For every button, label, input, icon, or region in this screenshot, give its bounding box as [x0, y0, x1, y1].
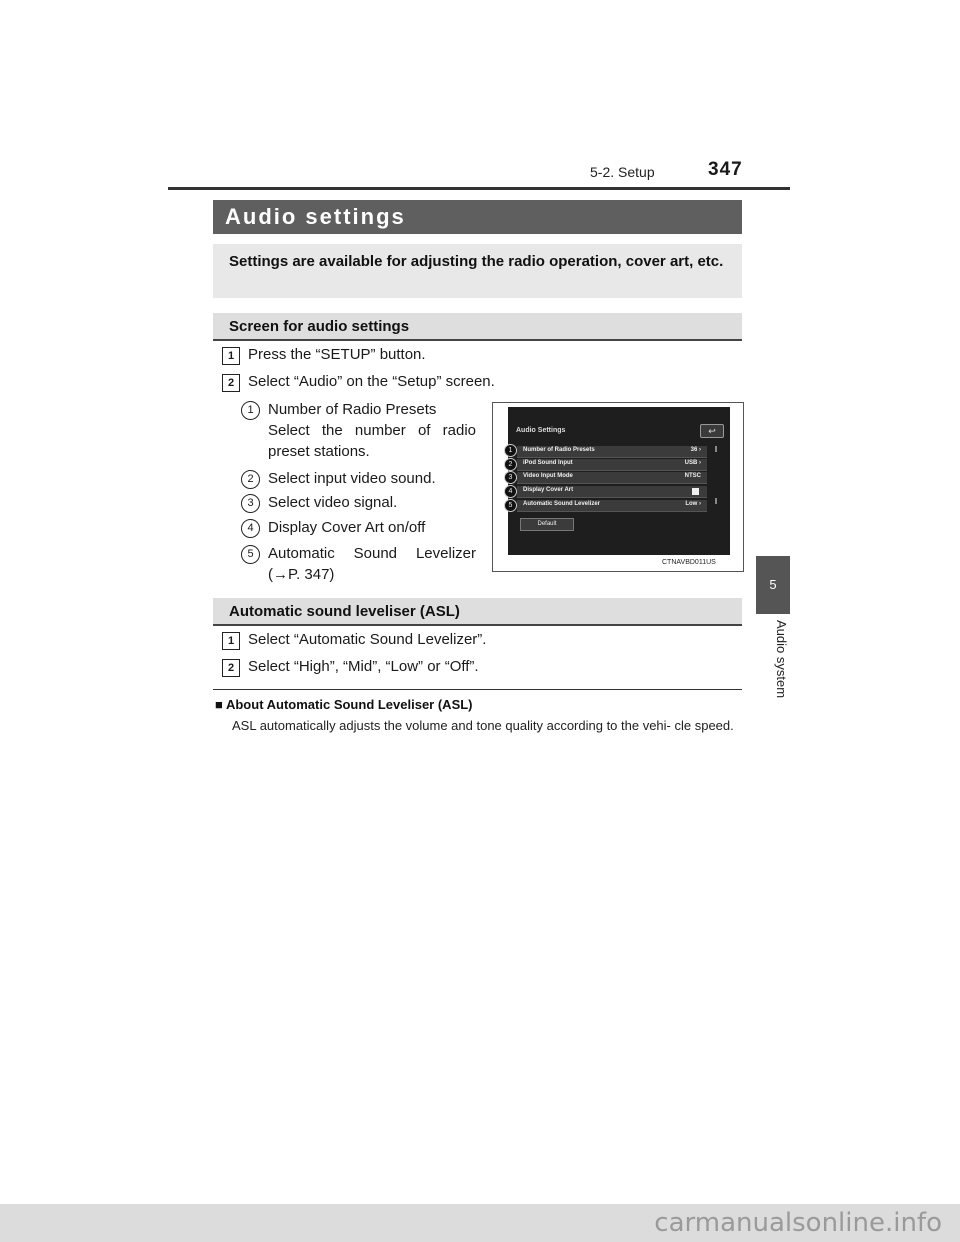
item-number: 1 [241, 401, 260, 420]
chapter-tab: 5 [756, 556, 790, 614]
page-title: Audio settings [225, 204, 406, 229]
item-line: Select video signal. [268, 494, 398, 511]
screen-row-label: Display Cover Art [523, 487, 574, 493]
item-line: (→P. 347) [268, 566, 335, 583]
screen-row-value: USB › [684, 460, 701, 466]
step-number: 2 [222, 659, 240, 677]
callout-number: 5 [504, 499, 517, 512]
screen-row [517, 472, 707, 484]
screen-row-label: Video Input Mode [523, 473, 573, 479]
screen-row [517, 486, 707, 498]
screen-row [517, 446, 707, 458]
callout-number: 3 [504, 471, 517, 484]
checkbox-icon [692, 488, 699, 495]
screen-row-label: Automatic Sound Levelizer [523, 501, 601, 507]
screen-row [517, 500, 707, 512]
screen-title: Audio Settings [516, 427, 566, 434]
item-line: Automatic Sound Levelizer [268, 545, 476, 562]
step-number: 1 [222, 347, 240, 365]
list-item [268, 399, 476, 462]
step-text: Select “Automatic Sound Levelizer”. [248, 631, 487, 648]
chapter-label: Audio system [774, 620, 789, 699]
about-body: ASL automatically adjusts the volume and tone quality according to the vehi- cle speed. [232, 718, 734, 733]
item-number: 3 [241, 494, 260, 513]
section-label: 5-2. Setup [590, 164, 655, 180]
divider [213, 689, 742, 690]
item-number: 2 [241, 470, 260, 489]
about-heading: ■ About Automatic Sound Leveliser (ASL) [215, 697, 473, 712]
screen-row-value: Low › [685, 501, 701, 507]
screen-row-label: iPod Sound Input [523, 460, 573, 466]
return-arrow-icon: ↩ [700, 424, 724, 438]
screen-row-value: NTSC [684, 473, 701, 479]
callout-number: 4 [504, 485, 517, 498]
section-heading: Screen for audio settings [229, 318, 410, 335]
callout-number: 2 [504, 458, 517, 471]
header-rule [168, 187, 790, 190]
item-line: Number of Radio Presets [268, 401, 437, 418]
step-number: 1 [222, 632, 240, 650]
item-number: 4 [241, 519, 260, 538]
watermark: carmanualsonline.info [654, 1208, 942, 1238]
item-line: Display Cover Art on/off [268, 519, 426, 536]
screen-default-button: Default [520, 518, 574, 531]
step-text: Select “Audio” on the “Setup” screen. [248, 373, 495, 390]
list-item [268, 543, 476, 585]
item-line: Select the number of radio [268, 422, 476, 439]
item-number: 5 [241, 545, 260, 564]
step-number: 2 [222, 374, 240, 392]
callout-number: 1 [504, 444, 517, 457]
step-text: Select “High”, “Mid”, “Low” or “Off”. [248, 658, 479, 675]
page-number: 347 [708, 159, 743, 180]
item-line: Select input video sound. [268, 470, 436, 487]
screen-row-label: Number of Radio Presets [523, 447, 595, 453]
screen-row-value: 36 › [690, 447, 701, 453]
step-text: Press the “SETUP” button. [248, 346, 426, 363]
item-line: preset stations. [268, 443, 370, 460]
figure-code: CTNAVBD011US [662, 559, 716, 566]
screen-row [517, 459, 707, 471]
scroll-indicator [714, 446, 718, 506]
section-heading: Automatic sound leveliser (ASL) [229, 603, 460, 620]
intro-text: Settings are available for adjusting the radio operation, cover art, etc. [229, 253, 724, 270]
